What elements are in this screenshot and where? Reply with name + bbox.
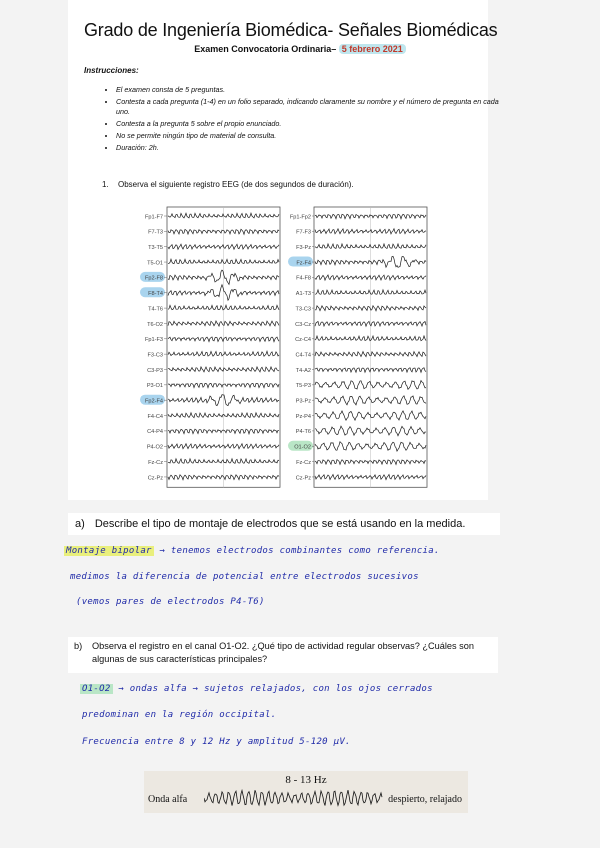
eeg-channel-label: T5-O1	[147, 260, 163, 267]
instruction-item: • El examen consta de 5 preguntas.	[116, 85, 506, 95]
exam-date: 5 febrero 2021	[339, 44, 406, 54]
part-a-label: a)	[75, 518, 85, 530]
eeg-channel-label: T6-O2	[147, 321, 163, 328]
eeg-channel-label: Cz-Pz	[295, 475, 311, 482]
eeg-channel-label: F4-C4	[147, 413, 163, 420]
instruction-item: • Contesta a cada pregunta (1-4) en un folio separado, indicando claramente su nombre y el número de pregunta en cada uno.	[116, 97, 506, 117]
eeg-channel-label: Fz-F4	[296, 260, 311, 267]
eeg-channel-label: P3-Pz	[295, 398, 311, 405]
eeg-channel-label: Cz-C4	[295, 337, 311, 344]
eeg-channel-label: P4-O2	[146, 444, 163, 451]
eeg-channel-label: T3-T5	[148, 245, 163, 251]
part-b-answer-line-1	[80, 684, 433, 694]
eeg-channel-label: T4-A2	[295, 367, 311, 374]
eeg-channel-label: Fp2-F8	[144, 275, 163, 282]
eeg-channel-label: F4-F8	[296, 275, 311, 282]
instruction-item: • Duración: 2h.	[116, 143, 506, 153]
eeg-channel-label: Fz-Cz	[296, 459, 311, 466]
page-title: Grado de Ingeniería Biomédica- Señales Biomédicas	[84, 20, 498, 40]
eeg-channel-label: P4-T6	[295, 429, 311, 436]
eeg-channel-label: F7-T3	[148, 229, 163, 236]
eeg-channel-label: Fp2-F4	[144, 398, 163, 405]
eeg-channel-label: P3-O1	[146, 383, 163, 390]
question-1-text: Observa el siguiente registro EEG (de dos segundos de duración).	[118, 180, 354, 189]
eeg-channel-label: F8-T4	[148, 291, 163, 298]
subtitle-prefix: Examen Convocatoria Ordinaria–	[194, 44, 337, 54]
alpha-wave-trace	[204, 787, 384, 809]
instructions-heading: Instrucciones:	[84, 66, 139, 75]
part-a-answer-line-2: medimos la diferencia de potencial entre electrodos sucesivos	[70, 572, 419, 582]
answer-text: → tenemos electrodos combinantes como referencia.	[159, 546, 440, 556]
part-b-answer-line-2: predominan en la región occipital.	[82, 710, 277, 720]
part-a-answer-line-1	[64, 546, 440, 556]
eeg-channel-label: T3-C3	[295, 306, 311, 313]
eeg-channel-label: T4-T6	[148, 306, 163, 313]
part-b-answer-line-3: Frecuencia entre 8 y 12 Hz y amplitud 5-120 µV.	[82, 737, 351, 747]
instruction-item: • Contesta a la pregunta 5 sobre el propio enunciado.	[116, 119, 506, 129]
eeg-channel-label: F3-Pz	[296, 245, 311, 251]
eeg-channel-label: O1-O2	[294, 444, 311, 451]
eeg-channel-label: Fz-Cz	[148, 459, 163, 466]
eeg-channel-label: C4-P4	[147, 429, 163, 436]
eeg-channel-label: Cz-Pz	[147, 475, 163, 482]
instruction-item: • No se permite ningún tipo de material de consulta.	[116, 131, 506, 141]
eeg-channel-label: C4-T4	[295, 352, 311, 359]
alpha-frequency-label: 8 - 13 Hz	[285, 774, 327, 786]
eeg-channel-label: F3-C3	[147, 352, 163, 359]
eeg-channel-label: Fp1-F7	[144, 214, 163, 221]
part-b-text: Observa el registro en el canal O1-O2. ¿Qué tipo de actividad regular observas? ¿Cuáles son algunas de sus características principales?	[92, 641, 474, 664]
part-b-question	[68, 637, 498, 673]
eeg-channel-label: A1-T3	[295, 291, 311, 298]
alpha-wave-state: despierto, relajado	[388, 794, 462, 805]
alpha-wave-figure	[144, 771, 468, 813]
part-a-text: Describe el tipo de montaje de electrodos que se está usando en la medida.	[94, 518, 466, 530]
question-1-number: 1.	[102, 180, 109, 189]
eeg-channel-label: Pz-P4	[295, 413, 311, 420]
answer-highlight: O1-O2	[82, 684, 111, 694]
alpha-wave-name: Onda alfa	[148, 794, 188, 805]
eeg-channel-label: T5-P3	[295, 383, 311, 390]
answer-text: → ondas alfa → sujetos relajados, con los ojos cerrados	[118, 684, 433, 694]
eeg-channel-label: F7-F3	[296, 229, 311, 236]
answer-highlight: Montaje bipolar	[66, 546, 152, 556]
eeg-channel-label: C3-Cz	[295, 321, 311, 328]
eeg-channel-label: Fp1-Fp2	[289, 214, 311, 221]
eeg-channel-label: C3-P3	[147, 367, 163, 374]
part-b-label: b)	[74, 641, 83, 651]
eeg-channel-label: Fp1-F3	[144, 337, 163, 344]
part-a-question	[68, 513, 500, 535]
part-a-answer-line-3: (vemos pares de electrodos P4-T6)	[76, 597, 265, 607]
